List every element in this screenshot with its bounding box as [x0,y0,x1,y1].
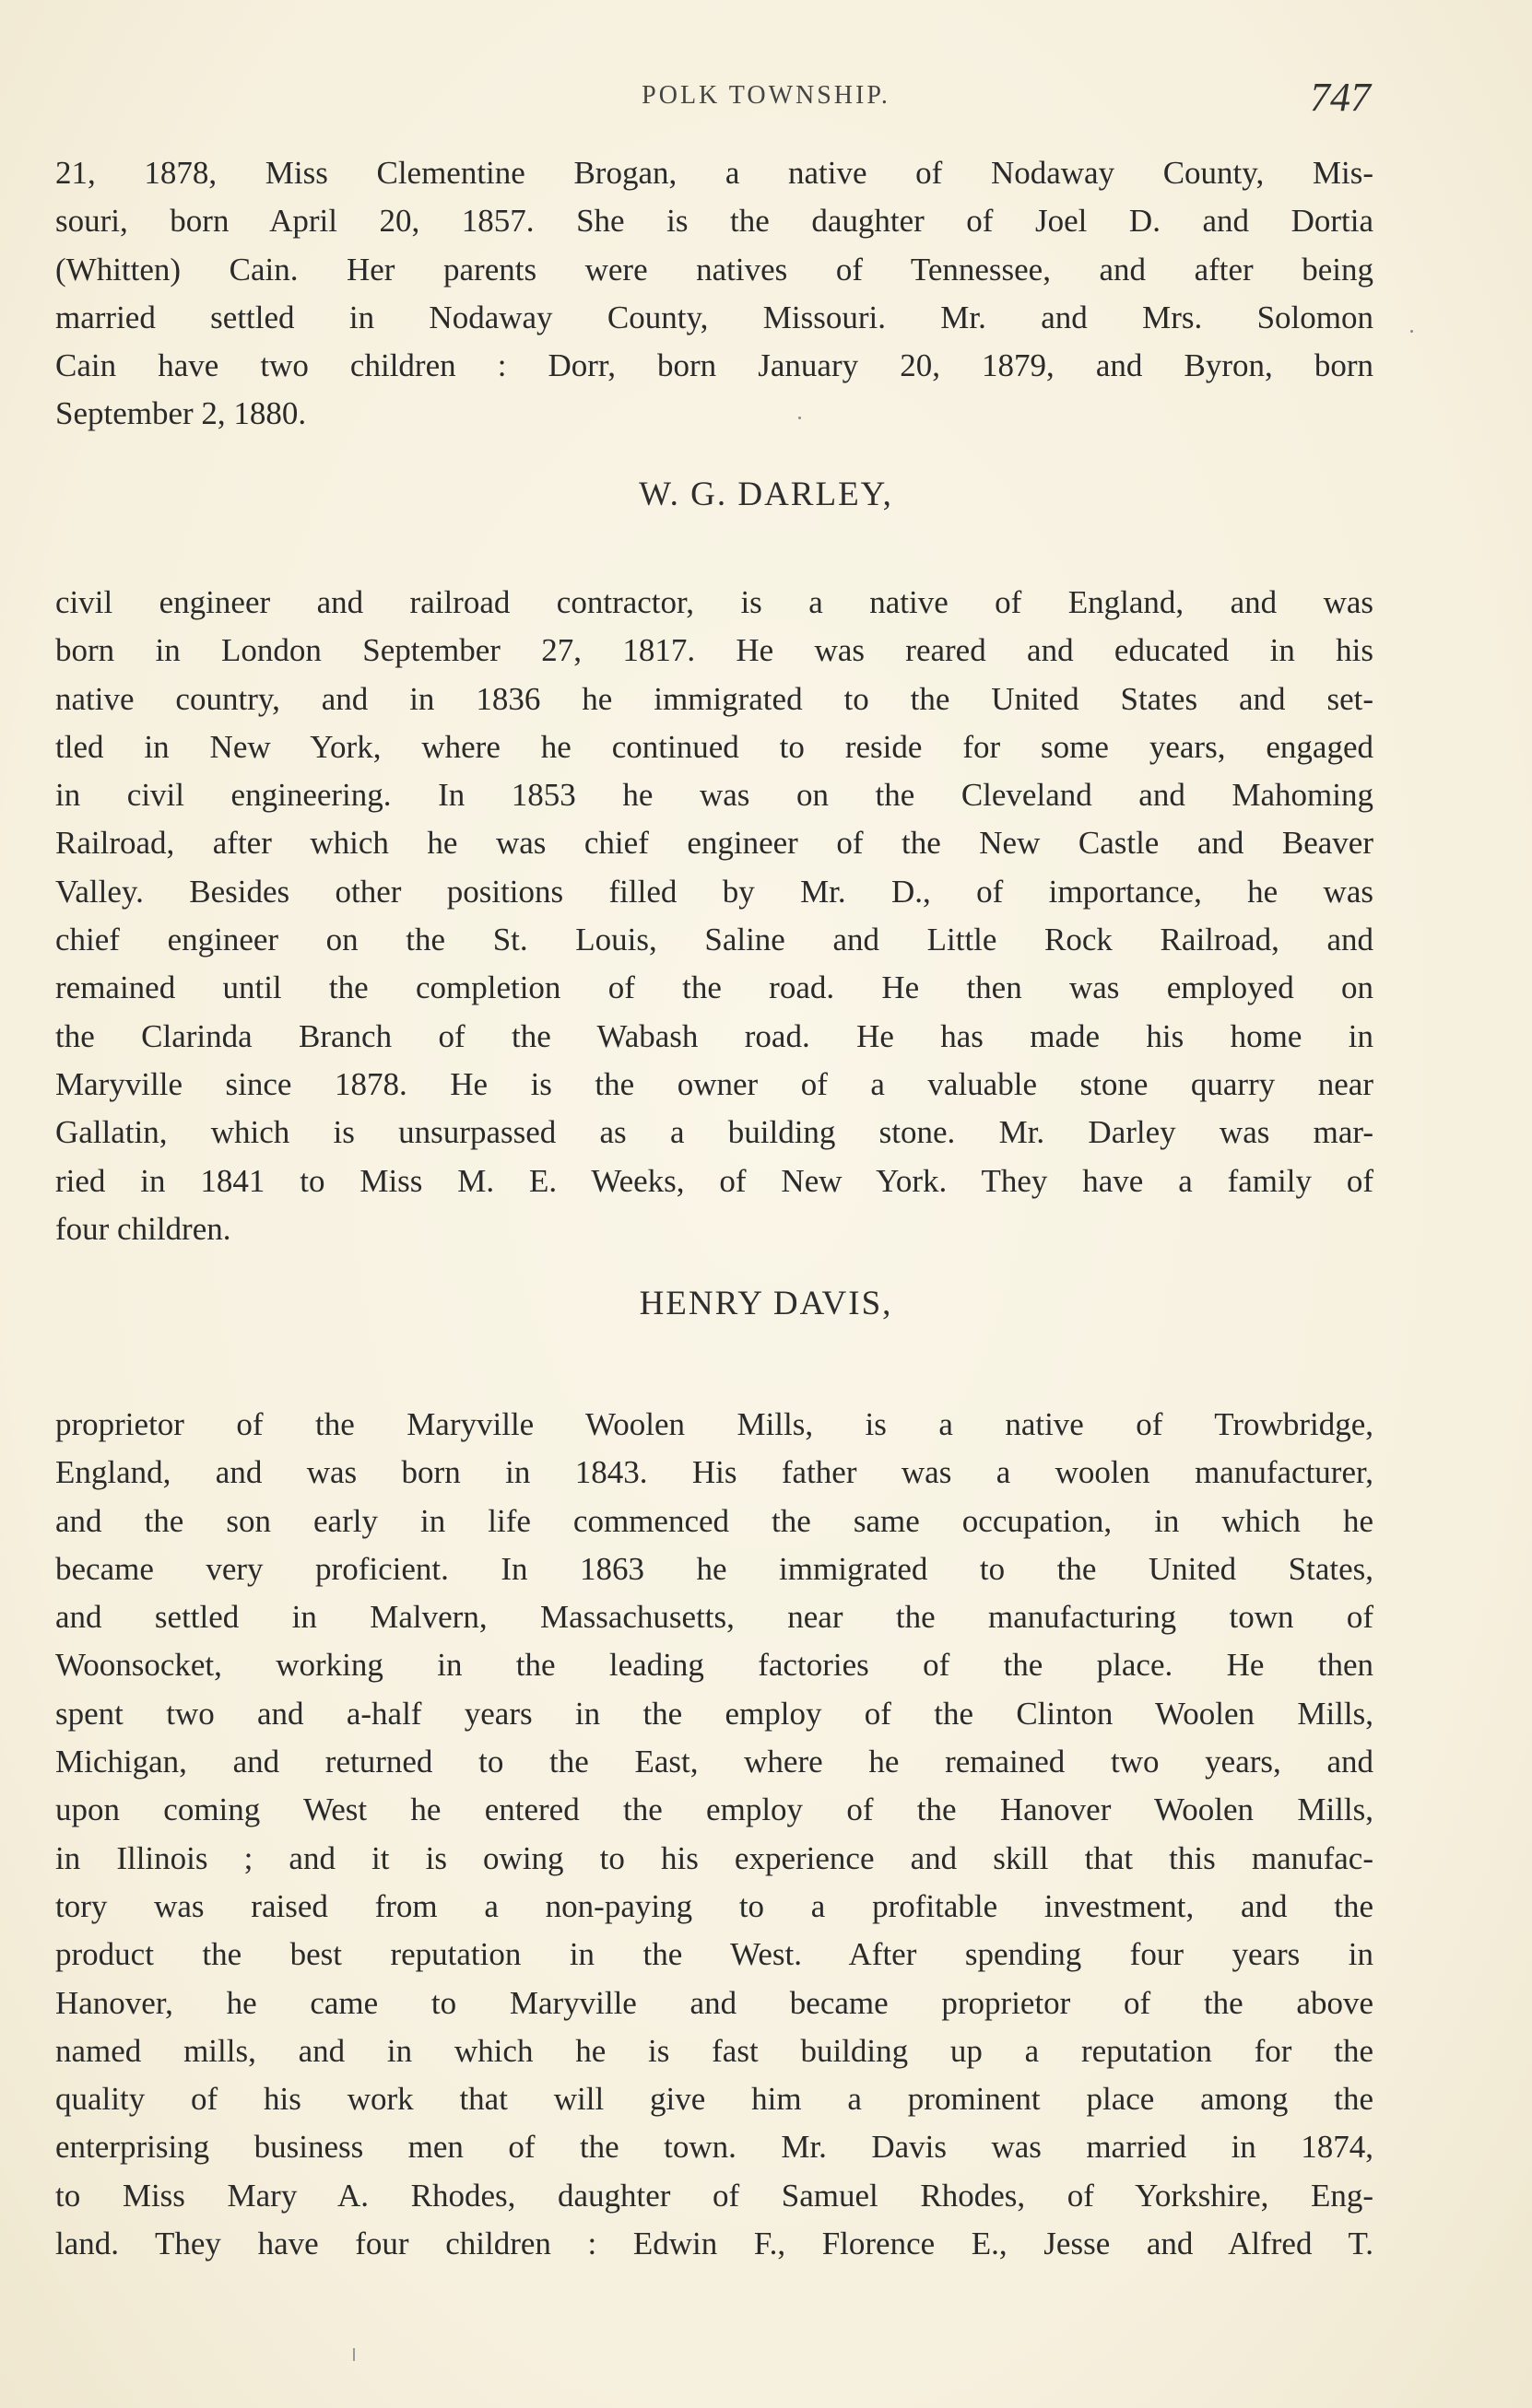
text-line: Hanover, he came to Maryville and became proprietor of the above [55,1984,1373,2021]
section-heading-darley: W. G. DARLEY, [639,476,893,513]
running-head [0,75,1532,120]
text-line: born in London September 27, 1817. He was reared and educated in his [55,632,1373,669]
text-line: became very proficient. In 1863 he immigrated to the United States, [55,1550,1373,1587]
davis-paragraph [55,1401,1373,2268]
text-line: spent two and a-half years in the employ of the Clinton Woolen Mills, [55,1695,1373,1732]
text-line: named mills, and in which he is fast building up a reputation for the [55,2032,1373,2069]
text-line: land. They have four children : Edwin F., Florence E., Jesse and Alfred T. [55,2226,1373,2262]
print-speck [798,417,801,419]
text-line: four children. [55,1210,231,1247]
text-line: September 2, 1880. [55,395,307,432]
text-line: and settled in Malvern, Massachusetts, near the manufacturing town of [55,1599,1373,1636]
text-line: chief engineer on the St. Louis, Saline and Little Rock Railroad, and [55,922,1373,958]
text-line: tled in New York, where he continued to reside for some years, engaged [55,728,1373,765]
text-line: upon coming West he entered the employ of the Hanover Woolen Mills, [55,1791,1373,1828]
text-line: in Illinois ; and it is owing to his experience and skill that this manufac- [55,1839,1373,1876]
text-line: Railroad, after which he was chief engineer of the New Castle and Beaver [55,825,1373,862]
running-title: POLK TOWNSHIP. [642,81,890,110]
text-line: Maryville since 1878. He is the owner of a valuable stone quarry near [55,1065,1373,1102]
section-heading-davis: HENRY DAVIS, [639,1285,893,1322]
text-line: native country, and in 1836 he immigrated to the United States and set- [55,680,1373,717]
page-number: 747 [1310,75,1371,120]
text-line: married settled in Nodaway County, Missouri. Mr. and Mrs. Solomon [55,299,1373,335]
text-line: product the best reputation in the West. After spending four years in [55,1936,1373,1973]
text-line: and the son early in life commenced the same occupation, in which he [55,1502,1373,1539]
text-line: souri, born April 20, 1857. She is the daughter of Joel D. and Dortia [55,203,1373,240]
text-line: tory was raised from a non-paying to a profitable investment, and the [55,1887,1373,1924]
text-line: civil engineer and railroad contractor, is a native of England, and was [55,584,1373,620]
text-line: enterprising business men of the town. Mr. Davis was married in 1874, [55,2129,1373,2166]
darley-paragraph [55,579,1373,1253]
text-line: to Miss Mary A. Rhodes, daughter of Samuel Rhodes, of Yorkshire, Eng- [55,2177,1373,2214]
text-line: Valley. Besides other positions filled by Mr. D., of importance, he was [55,873,1373,910]
text-line: England, and was born in 1843. His father was a woolen manufacturer, [55,1454,1373,1491]
text-line: Michigan, and returned to the East, where he remained two years, and [55,1744,1373,1780]
text-line: proprietor of the Maryville Woolen Mills, is a native of Trowbridge, [55,1406,1373,1442]
text-line: (Whitten) Cain. Her parents were natives of Tennessee, and after being [55,251,1373,288]
intro-paragraph [55,149,1373,439]
text-line: Cain have two children : Dorr, born January 20, 1879, and Byron, born [55,347,1373,384]
text-line: in civil engineering. In 1853 he was on the Cleveland and Mahoming [55,777,1373,814]
text-line: ried in 1841 to Miss M. E. Weeks, of New York. They have a family of [55,1162,1373,1199]
text-line: quality of his work that will give him a prominent place among the [55,2081,1373,2118]
text-line: the Clarinda Branch of the Wabash road. He has made his home in [55,1017,1373,1054]
text-line: 21, 1878, Miss Clementine Brogan, a native of Nodaway County, Mis- [55,155,1373,191]
text-line: remained until the completion of the road. He then was employed on [55,969,1373,1006]
print-speck [1410,330,1413,333]
text-line: Woonsocket, working in the leading factories of the place. He then [55,1647,1373,1684]
print-mark [353,2348,355,2361]
text-line: Gallatin, which is unsurpassed as a building stone. Mr. Darley was mar- [55,1114,1373,1151]
